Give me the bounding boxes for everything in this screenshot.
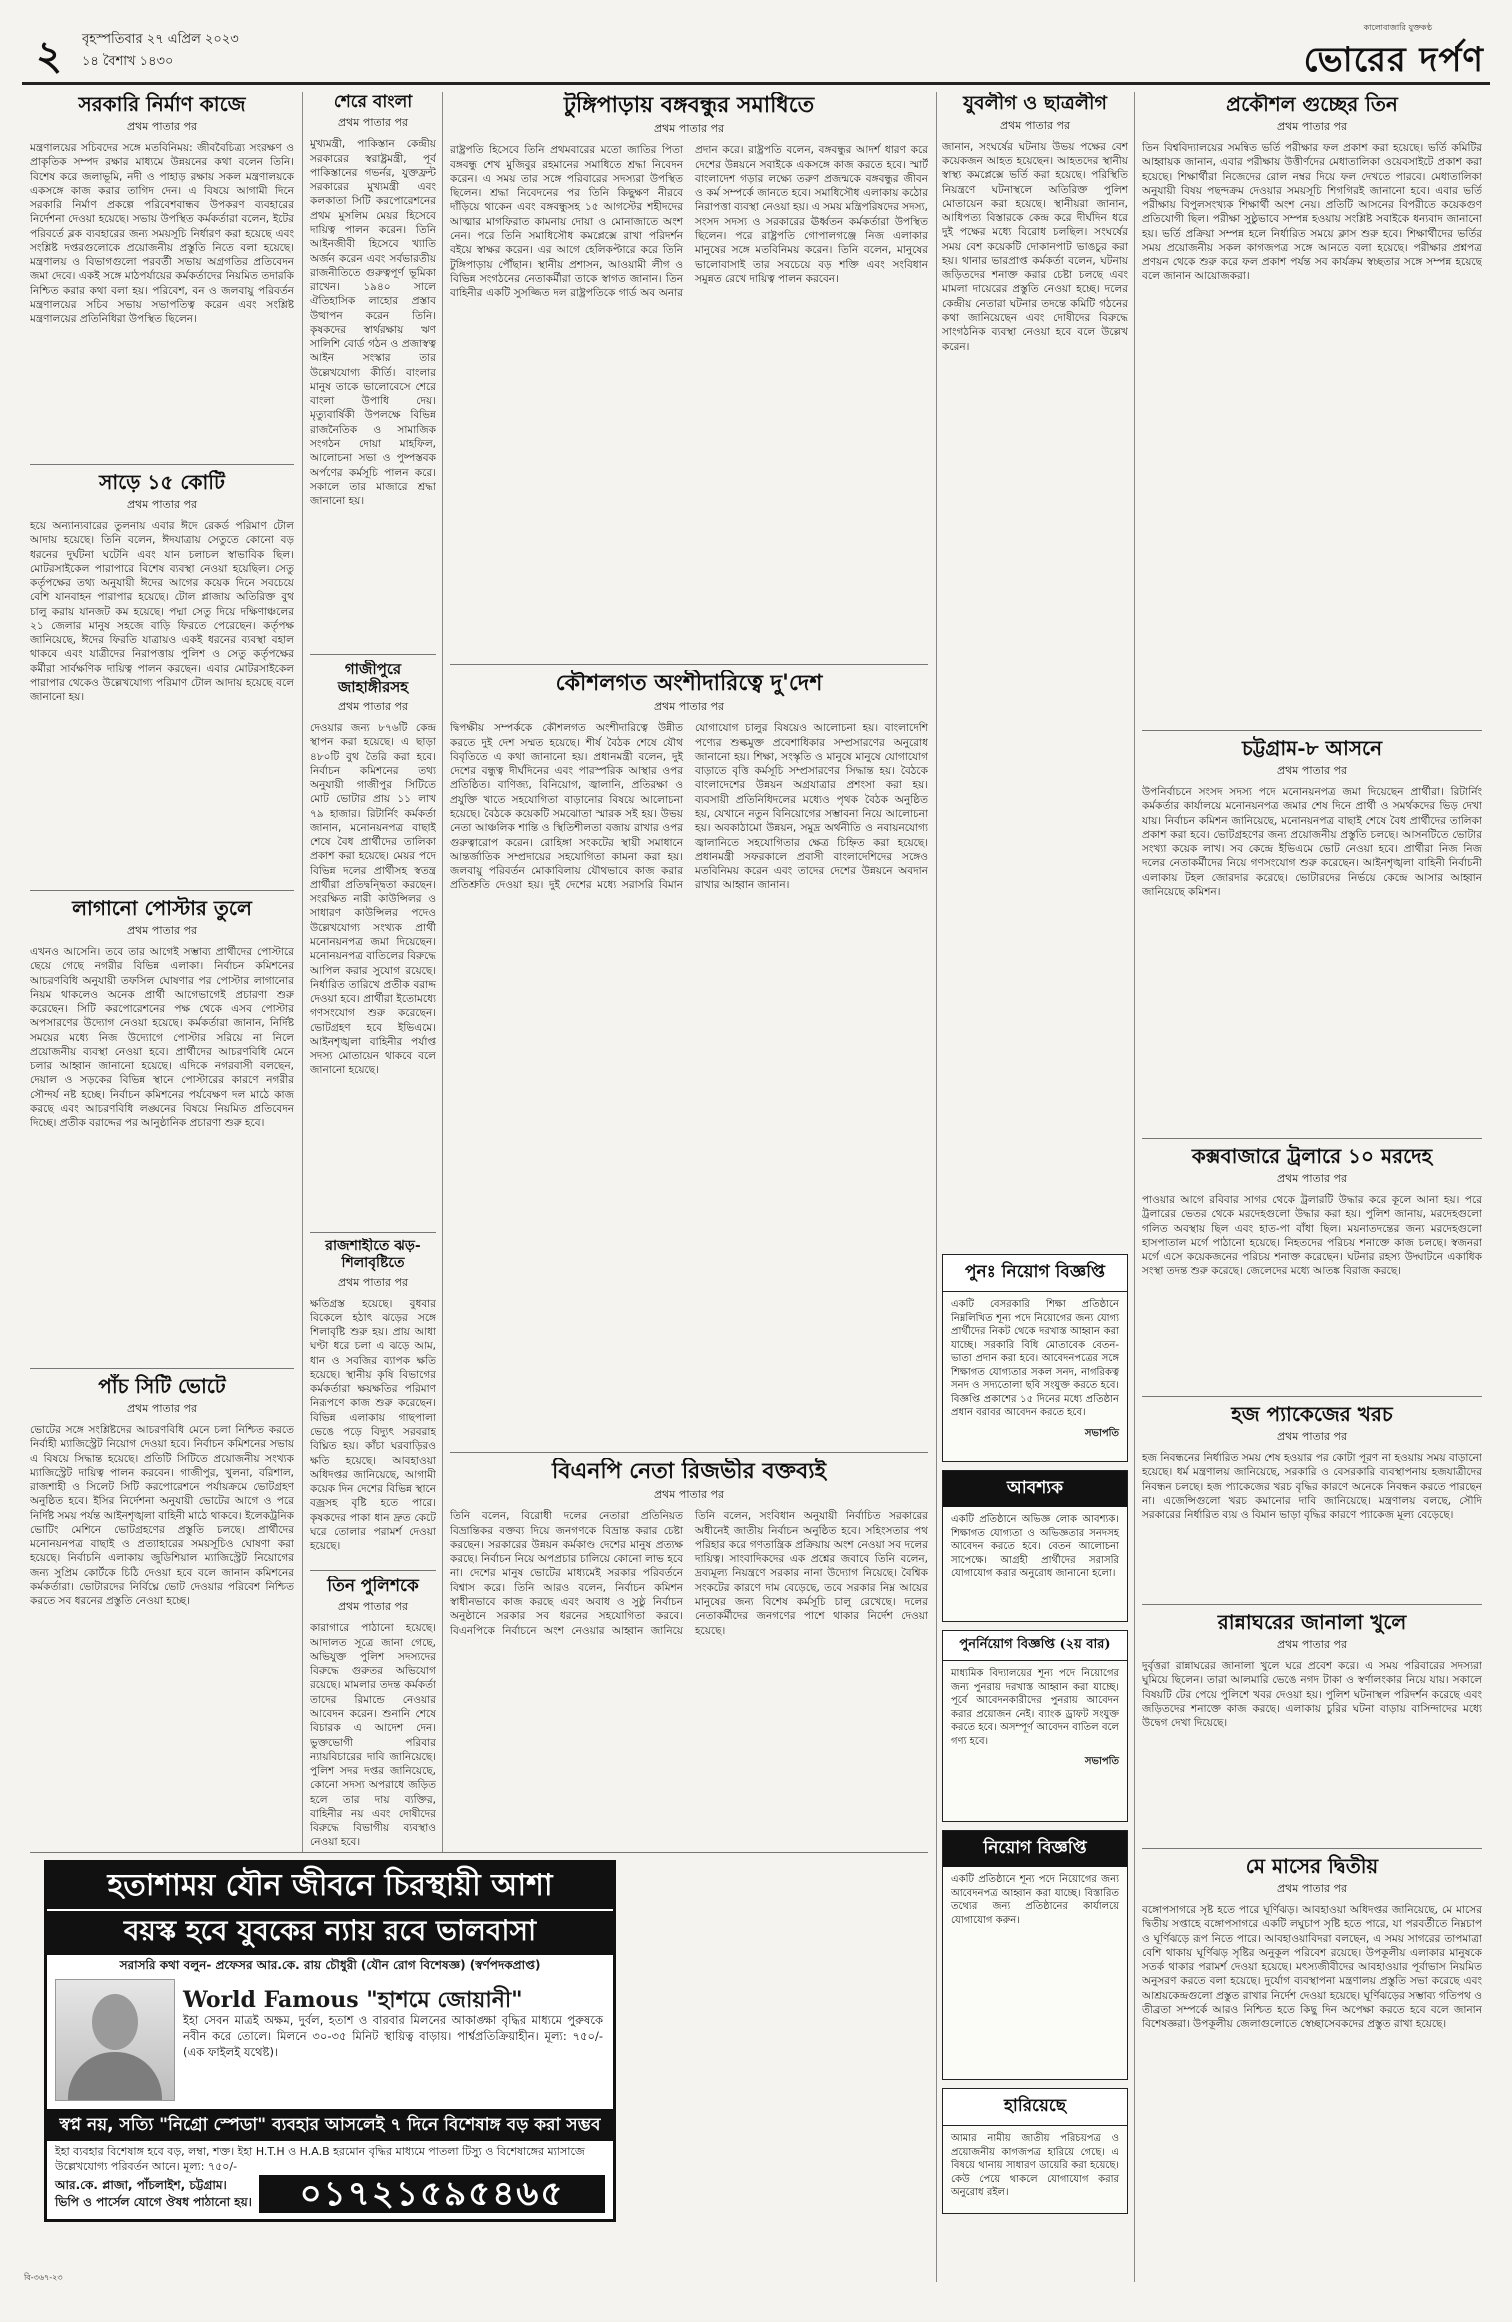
headline: গাজীপুরে জাহাঙ্গীরসহ [337,660,409,696]
story-body: রাষ্ট্রপতি হিসেবে তিনি প্রথমবারের মতো জাতির পিতা বঙ্গবন্ধু শেখ মুজিবুর রহমানের সমাধিতে শ্রদ্ধা নিবেদন করেন। এ সময় তার সঙ্গে পরিবারের সদস্যরা উপস্থিত ছিলেন। শ্রদ্ধা নিবেদনের পর তিনি কিছুক্ষণ নীরবে দাঁড়িয়ে থাকেন এবং বঙ্গবন্ধুসহ ১৫ আগস্টের শহীদদের আত্মার মাগফিরাত কামনায় দোয়া ও মোনাজাতে অংশ নেন। পরে তিনি সমাধিসৌধ কমপ্লেক্সে রাখা পরিদর্শন বইয়ে স্বাক্ষর করেন। এর আগে হেলিকপ্টারে করে তিনি টুঙ্গিপাড়ায় পৌঁছান। স্থানীয় প্রশাসন, আওয়ামী লীগ ও বিভিন্ন সংগঠনের নেতাকর্মীরা তাকে স্বাগত জানান। তিন বাহিনীর একটি সুসজ্জিত দল রাষ্ট্রপতিকে গার্ড অব অনার প্রদান করে। রাষ্ট্রপতি বলেন, বঙ্গবন্ধুর আদর্শ ধারণ করে দেশের উন্নয়নে সবাইকে একসঙ্গে কাজ করতে হবে। স্মার্ট বাংলাদেশ গড়ার লক্ষ্যে তরুণ প্রজন্মকে বঙ্গবন্ধুর জীবন ও কর্ম সম্পর্কে জানতে হবে। সমাধিসৌধ এলাকায় কঠোর নিরাপত্তা ব্যবস্থা নেওয়া হয়। এ সময় মন্ত্রিপরিষদের সদস্য, সংসদ সদস্য ও সরকারের ঊর্ধ্বতন কর্মকর্তারা উপস্থিত ছিলেন। পরে রাষ্ট্রপতি গোপালগঞ্জে নিজ এলাকার মানুষের সঙ্গে মতবিনিময় করেন। তিনি বলেন, মানুষের ভালোবাসাই তার সবচেয়ে বড় শক্তি এবং সংবিধান সমুন্নত রেখে দায়িত্ব পালন করবেন। [450,144,928,300]
column-divider [442,92,443,1852]
notice-lost [942,2088,1128,2214]
story-body: ভোটের সঙ্গে সংশ্লিষ্টদের আচরণবিধি মেনে চলা নিশ্চিত করতে নির্বাহী ম্যাজিস্ট্রেট নিয়োগ দেওয়া হবে। নির্বাচন কমিশনের সভায় এ বিষয়ে সিদ্ধান্ত হয়েছে। প্রতিটি সিটিতে প্রয়োজনীয় সংখ্যক ম্যাজিস্ট্রেট দায়িত্ব পালন করবেন। গাজীপুর, খুলনা, বরিশাল, রাজশাহী ও সিলেট সিটি করপোরেশনে পর্যায়ক্রমে ভোটগ্রহণ অনুষ্ঠিত হবে। ইসির নির্দেশনা অনুযায়ী ভোটের আগে ও পরে নির্দিষ্ট সময় পর্যন্ত আইনশৃঙ্খলা বাহিনী মাঠে থাকবে। ইলেকট্রনিক ভোটিং মেশিনে ভোটগ্রহণের প্রস্তুতি চলছে। প্রার্থীদের মনোনয়নপত্র বাছাই ও প্রত্যাহারের সময়সূচিও ঘোষণা করা হয়েছে। নির্বাচনি এলাকায় জুডিশিয়াল ম্যাজিস্ট্রেট নিয়োগের জন্য সুপ্রিম কোর্টকে চিঠি দেওয়া হবে বলে জানান কমিশনের কর্মকর্তারা। ভোটারদের নির্বিঘ্নে ভোট দেওয়ার পরিবেশ নিশ্চিত করতে সব ধরনের প্রস্তুতি নেওয়া হচ্ছে। [30,1424,294,1608]
story-jubo-chhatra-league [942,92,1128,792]
story-rajshahi-storm [310,1238,436,1568]
divider [310,1232,436,1233]
face-shape [92,1994,138,2050]
notice-title: হারিয়েছে [943,2089,1127,2126]
divider [30,1852,928,1853]
notice-title: নিয়োগ বিজ্ঞপ্তি [943,1831,1127,1867]
divider [30,464,294,465]
advertisement [44,1860,616,2222]
logo-tagline: কালোবাজারি যুক্তকণ্ঠ [1363,23,1432,32]
notice-title: পুনঃ নিয়োগ বিজ্ঞপ্তি [943,1255,1127,1292]
story-body: তিন বিশ্ববিদ্যালয়ের সমন্বিত ভর্তি পরীক্ষার ফল প্রকাশ করা হয়েছে। ভর্তি কমিটির আহ্বায়ক জানান, এবার পরীক্ষায় উত্তীর্ণদের মেধাতালিকা ওয়েবসাইটে প্রকাশ করা হয়েছে। শিক্ষার্থীরা নিজেদের রোল নম্বর দিয়ে ফল দেখতে পারবে। মেধাতালিকা অনুযায়ী বিষয় পছন্দক্রম দেওয়ার সময়সূচি শিগগিরই জানানো হবে। এবার ভর্তি পরীক্ষায় বিপুলসংখ্যক শিক্ষার্থী অংশ নেয়। প্রতিটি আসনের বিপরীতে কয়েকগুণ প্রতিযোগী ছিল। পরীক্ষা সুষ্ঠুভাবে সম্পন্ন হওয়ায় সংশ্লিষ্ট সবাইকে ধন্যবাদ জানানো হয়। ভর্তি প্রক্রিয়া সম্পন্ন হলে নির্ধারিত সময়ে ক্লাস শুরু হবে। শিক্ষার্থীদের ভর্তির সময় প্রয়োজনীয় সকল কাগজপত্র সঙ্গে আনতে বলা হয়েছে। পরীক্ষার প্রশ্নপত্র প্রণয়ন থেকে শুরু করে ফল প্রকাশ পর্যন্ত সব কার্যক্রম স্বচ্ছতার সঙ্গে সম্পন্ন হয়েছে বলে জানান আয়োজকরা। [1142,142,1482,283]
ad-footer-text: ইহা ব্যবহার বিশেষাঙ্গ হবে বড়, লম্বা, শক্ত। ইহা H.T.H ও H.A.B হরমোন বৃদ্ধির মাধ্যমে পাতলা টিস্যু ও বিশেষাঙ্গের ম্যাসাজে উল্লেখযোগ্য পরিবর্তন আনে। মূল্য: ৭৫০/- [55,2145,585,2173]
notice-body: একটি বেসরকারি শিক্ষা প্রতিষ্ঠানে নিম্নলিখিত শূন্য পদে নিয়োগের জন্য যোগ্য প্রার্থীদের নিকট থেকে দরখাস্ত আহ্বান করা যাচ্ছে। সরকারি বিধি মোতাবেক বেতন-ভাতা প্রদান করা হবে। আবেদনপত্রের সঙ্গে শিক্ষাগত যোগ্যতার সকল সনদ, নাগরিকত্ব সনদ ও সদ্যতোলা ছবি সংযুক্ত করতে হবে। বিজ্ঞপ্তি প্রকাশের ১৫ দিনের মধ্যে প্রতিষ্ঠান প্রধান বরাবর আবেদন করতে হবে। [951,1299,1119,1418]
print-code: বি-৩৬৭-২৩ [24,2273,63,2282]
continued-label: প্রথম পাতার পর [1276,1882,1348,1895]
notice-body: একটি প্রতিষ্ঠানে অভিজ্ঞ লোক আবশ্যক। শিক্ষাগত যোগ্যতা ও অভিজ্ঞতার সনদসহ আবেদন করতে হবে। বেতন আলোচনা সাপেক্ষে। আগ্রহী প্রার্থীদের সরাসরি যোগাযোগ করার অনুরোধ জানানো হলো। [951,1514,1119,1579]
story-government-construction [30,92,294,462]
story-kitchen-window [1142,1610,1482,1840]
continued-label: প্রথম পাতার পর [1276,1638,1348,1651]
continued-label: প্রথম পাতার পর [653,122,725,136]
date-line-gregorian: বৃহস্পতিবার ২৭ এপ্রিল ২০২৩ [82,32,239,47]
headline: হজ প্যাকেজের খরচ [1231,1402,1393,1426]
headline: রান্নাঘরের জানালা খুলে [1217,1610,1407,1634]
story-sher-e-bangla [310,92,436,652]
story-body: দুর্বৃত্তরা রান্নাঘরের জানালা খুলে ঘরে প্রবেশ করে। এ সময় পরিবারের সদস্যরা ঘুমিয়ে ছিলেন। তারা আলমারি ভেঙে নগদ টাকা ও স্বর্ণালংকার নিয়ে যায়। সকালে বিষয়টি টের পেয়ে পুলিশে খবর দেওয়া হয়। পুলিশ ঘটনাস্থল পরিদর্শন করেছে এবং জড়িতদের শনাক্তে কাজ করছে। এলাকায় চুরির ঘটনা বাড়ায় বাসিন্দাদের মধ্যে উদ্বেগ দেখা দিয়েছে। [1142,1660,1482,1730]
story-five-city-polls [30,1374,294,1848]
story-three-police [310,1576,436,1848]
headline: লাগানো পোস্টার তুলে [72,896,252,920]
story-strategic-partnership [450,670,928,1450]
continued-label: প্রথম পাতার পর [1276,1430,1348,1443]
continued-label: প্রথম পাতার পর [126,1402,198,1415]
divider [450,664,928,665]
notice-re-recruitment-2nd [942,1630,1128,1822]
notice-signature: সভাপতি [1084,1427,1119,1439]
headline: মে মাসের দ্বিতীয় [1245,1854,1379,1878]
continued-label: প্রথম পাতার পর [337,700,409,713]
headline: বিএনপি নেতা রিজভীর বক্তব্যই [551,1458,827,1484]
story-body: ক্ষতিগ্রস্ত হয়েছে। বুধবার বিকেলে হঠাৎ ঝড়ের সঙ্গে শিলাবৃষ্টি শুরু হয়। প্রায় আধা ঘণ্টা ধরে চলা এ ঝড়ে আম, ধান ও সবজির ব্যাপক ক্ষতি হয়েছে। স্থানীয় কৃষি বিভাগের কর্মকর্তারা ক্ষয়ক্ষতির পরিমাণ নিরূপণে কাজ শুরু করেছেন। বিভিন্ন এলাকায় গাছপালা ভেঙে পড়ে বিদ্যুৎ সরবরাহ বিঘ্নিত হয়। কাঁচা ঘরবাড়িরও ক্ষতি হয়েছে। আবহাওয়া অধিদপ্তর জানিয়েছে, আগামী কয়েক দিন দেশের বিভিন্ন স্থানে বজ্রসহ বৃষ্টি হতে পারে। কৃষকদের পাকা ধান দ্রুত কেটে ঘরে তোলার পরামর্শ দেওয়া হয়েছে। [310,1297,436,1553]
divider [1142,730,1482,731]
continued-label: প্রথম পাতার পর [1276,764,1348,777]
continued-label: প্রথম পাতার পর [1276,120,1348,133]
story-may-second-week [1142,1854,1482,2274]
ad-description: ইহা সেবন মাত্রই অক্ষম, দুর্বল, হতাশ ও বারবার মিলনের আকাঙ্ক্ষা বৃদ্ধির মাধ্যমে পুরুষকে নবীন করে তোলে। মিলনে ৩০-৩৫ মিনিট স্থায়িত্ব বাড়ায়। পার্শ্বপ্রতিক্রিয়াহীন। মূল্য: ৭৫০/- (এক ফাইলই যথেষ্ট)। [183,2013,603,2059]
story-body: জানান, সংঘর্ষের ঘটনায় উভয় পক্ষের বেশ কয়েকজন আহত হয়েছেন। আহতদের স্থানীয় স্বাস্থ্য কমপ্লেক্সে ভর্তি করা হয়েছে। পরিস্থিতি নিয়ন্ত্রণে ঘটনাস্থলে অতিরিক্ত পুলিশ মোতায়েন করা হয়েছে। স্থানীয়রা জানান, আধিপত্য বিস্তারকে কেন্দ্র করে দীর্ঘদিন ধরে দুই পক্ষের মধ্যে বিরোধ চলছিল। সংঘর্ষের সময় বেশ কয়েকটি দোকানপাট ভাঙচুর করা হয়। থানার ভারপ্রাপ্ত কর্মকর্তা বলেন, ঘটনায় জড়িতদের শনাক্ত করার চেষ্টা চলছে এবং মামলা দায়েরের প্রস্তুতি নেওয়া হচ্ছে। দলের কেন্দ্রীয় নেতারা ঘটনার তদন্তে কমিটি গঠনের কথা জানিয়েছেন এবং দোষীদের বিরুদ্ধে সাংগঠনিক ব্যবস্থা নেওয়া হবে বলে উল্লেখ করেন। [942,140,1128,353]
column-divider [1134,92,1135,2282]
story-posters [30,896,294,1366]
headline: চট্টগ্রাম-৮ আসনে [1241,736,1383,760]
divider [1142,1848,1482,1849]
divider [30,1368,294,1369]
story-chattogram-8 [1142,736,1482,1136]
notice-recruitment [942,1830,1128,2080]
story-tungipara [450,92,928,662]
continued-label: প্রথম পাতার পর [653,700,725,714]
story-body: এখনও আসেনি। তবে তার আগেই সম্ভাব্য প্রার্থীদের পোস্টারে ছেয়ে গেছে নগরীর বিভিন্ন এলাকা। নির্বাচন কমিশনের আচরণবিধি অনুযায়ী তফসিল ঘোষণার পর পোস্টার লাগানোর নিয়ম থাকলেও অনেক প্রার্থী আগেভাগেই প্রচারণা শুরু করেছেন। সিটি করপোরেশনের পক্ষ থেকে এসব পোস্টার অপসারণের উদ্যোগ নেওয়া হয়েছে। কর্মকর্তারা জানান, নির্দিষ্ট সময়ের মধ্যে নিজ উদ্যোগে পোস্টার সরিয়ে না নিলে প্রয়োজনীয় ব্যবস্থা নেওয়া হবে। প্রার্থীদের আচরণবিধি মেনে চলার আহ্বান জানানো হয়েছে। এদিকে নগরবাসী বলছেন, দেয়াল ও সড়কের বিভিন্ন স্থানে পোস্টারের কারণে নগরীর সৌন্দর্য নষ্ট হচ্ছে। নির্বাচন কমিশনের পর্যবেক্ষণ দল মাঠে কাজ করছে এবং আচরণবিধি লঙ্ঘনের বিষয়ে নিয়মিত প্রতিবেদন দিচ্ছে। প্রতীক বরাদ্দের পর আনুষ্ঠানিক প্রচারণা শুরু হবে। [30,946,294,1130]
ad-address-line: আর.কে. প্লাজা, পাঁচলাইশ, চট্টগ্রাম। [55,2178,227,2192]
headline: পাঁচ সিটি ভোটে [98,1374,226,1398]
continued-label: প্রথম পাতার পর [126,120,198,133]
story-body: হজ নিবন্ধনের নির্ধারিত সময় শেষ হওয়ার পর কোটা পূরণ না হওয়ায় সময় বাড়ানো হয়েছে। ধর্ম মন্ত্রণালয় জানিয়েছে, সরকারি ও বেসরকারি ব্যবস্থাপনায় হজযাত্রীদের নিবন্ধন চলছে। হজ প্যাকেজের খরচ বৃদ্ধির কারণে অনেকে নিবন্ধন করতে পারছেন না। এজেন্সিগুলো খরচ কমানোর দাবি জানিয়েছে। মন্ত্রণালয় বলছে, সৌদি সরকারের নির্ধারিত ব্যয় ও বিমান ভাড়া বৃদ্ধির কারণে প্যাকেজ মূল্য বেড়েছে। [1142,1452,1482,1522]
notice-title: আবশ্যক [943,1471,1127,1507]
ad-phone-number: ০১৭২১৫৯৫৪৬৫ [259,2175,605,2213]
divider [1142,1396,1482,1397]
ad-headline-1: হতাশাময় যৌন জীবনে চিরস্থায়ী আশা [47,1863,613,1909]
newspaper-page [22,18,1490,2304]
story-engineering-cluster [1142,92,1482,392]
notice-wanted [942,1470,1128,1622]
story-body: পাওয়ার আগে রবিবার সাগর থেকে ট্রলারটি উদ্ধার করে কূলে আনা হয়। পরে ট্রলারের ভেতর থেকে মরদেহগুলো উদ্ধার করা হয়। পুলিশ জানায়, মরদেহগুলো গলিত অবস্থায় ছিল এবং হাত-পা বাঁধা ছিল। ময়নাতদন্তের জন্য মরদেহগুলো হাসপাতাল মর্গে পাঠানো হয়েছে। নিহতদের পরিচয় শনাক্তে কাজ চলছে। স্বজনরা মর্গে এসে কয়েকজনের পরিচয় শনাক্ত করেছেন। ঘটনার রহস্য উদ্ঘাটনে একাধিক সংস্থা তদন্ত শুরু করেছে। জেলেদের মধ্যে আতঙ্ক বিরাজ করছে। [1142,1194,1482,1278]
notice-title: পুনর্নিয়োগ বিজ্ঞপ্তি (২য় বার) [943,1631,1127,1661]
story-body: তিনি বলেন, বিরোধী দলের নেতারা প্রতিনিয়ত বিভ্রান্তিকর বক্তব্য দিয়ে জনগণকে বিভ্রান্ত করার চেষ্টা করছেন। সরকারের উন্নয়ন কর্মকাণ্ড দেশের মানুষ প্রত্যক্ষ করছে। নির্বাচন নিয়ে অপপ্রচার চালিয়ে কোনো লাভ হবে না। দেশের মানুষ ভোটের মাধ্যমেই সরকার পরিবর্তনে বিশ্বাস করে। তিনি আরও বলেন, নির্বাচন কমিশন স্বাধীনভাবে কাজ করছে এবং অবাধ ও সুষ্ঠু নির্বাচন অনুষ্ঠানে সরকার সব ধরনের সহযোগিতা করবে। বিএনপিকে নির্বাচনে অংশ নেওয়ার আহ্বান জানিয়ে তিনি বলেন, সংবিধান অনুযায়ী নির্বাচিত সরকারের অধীনেই জাতীয় নির্বাচন অনুষ্ঠিত হবে। সহিংসতার পথ পরিহার করে গণতান্ত্রিক প্রক্রিয়ায় অংশ নেওয়া সব দলের দায়িত্ব। সাংবাদিকদের এক প্রশ্নের জবাবে তিনি বলেন, দ্রব্যমূল্য নিয়ন্ত্রণে সরকার নানা উদ্যোগ নিয়েছে। বৈশ্বিক সংকটের কারণে দাম বেড়েছে, তবে সরকার নিম্ন আয়ের মানুষের জন্য বিশেষ কর্মসূচি চালু রেখেছে। দলের নেতাকর্মীদের জনগণের পাশে থাকার নির্দেশ দেওয়া হয়েছে। [450,1510,928,1637]
headline: প্রকৌশল গুচ্ছের তিন [1226,92,1398,116]
continued-label: প্রথম পাতার পর [653,1488,725,1502]
column-divider [936,92,937,2282]
date-line-bangla: ১৪ বৈশাখ ১৪৩০ [82,54,174,69]
masthead [22,18,1490,85]
headline: সাড়ে ১৫ কোটি [99,470,225,494]
notice-body: মাধ্যমিক বিদ্যালয়ের শূন্য পদে নিয়োগের জন্য পুনরায় দরখাস্ত আহ্বান করা যাচ্ছে। পূর্বে আবেদনকারীদের পুনরায় আবেদন করার প্রয়োজন নেই। ব্যাংক ড্রাফট সংযুক্ত করতে হবে। অসম্পূর্ণ আবেদন বাতিল বলে গণ্য হবে। [951,1668,1119,1747]
divider [450,1452,928,1453]
ad-doctor-photo [55,1979,175,2101]
continued-label: প্রথম পাতার পর [999,118,1071,132]
headline: যুবলীগ ও ছাত্রলীগ [963,92,1107,114]
divider [310,1570,436,1571]
page-number: ২ [36,32,63,79]
story-body: হয়ে অন্যান্যবারের তুলনায় এবার ঈদে রেকর্ড পরিমাণ টোল আদায় হয়েছে। তিনি বলেন, ঈদযাত্রায় সেতুতে কোনো বড় ধরনের দুর্ঘটনা ঘটেনি এবং যান চলাচল স্বাভাবিক ছিল। মোটরসাইকেল পারাপারে বিশেষ ব্যবস্থা নেওয়া হয়েছিল। সেতু কর্তৃপক্ষের তথ্য অনুযায়ী ঈদের আগের কয়েক দিনে সবচেয়ে বেশি যানবাহন পারাপার হয়েছে। টোল প্লাজায় অতিরিক্ত বুথ চালু করায় যানজট কম হয়েছে। পদ্মা সেতু দিয়ে দক্ষিণাঞ্চলের ২১ জেলার মানুষ সহজে বাড়ি ফিরতে পেরেছেন। কর্তৃপক্ষ জানিয়েছে, ঈদের ফিরতি যাত্রায়ও একই ধরনের ব্যবস্থা বহাল থাকবে এবং যাত্রীদের নিরাপত্তায় পুলিশ ও সেতু কর্তৃপক্ষের কর্মীরা সার্বক্ষণিক দায়িত্ব পালন করছেন। এবার মোটরসাইকেল পারাপার থেকেও উল্লেখযোগ্য পরিমাণ টোল আদায় হয়েছে বলে জানানো হয়। [30,520,294,704]
notice-signature: সভাপতি [1084,1756,1119,1767]
story-body: দেওয়ার জন্য ৮৭৬টি কেন্দ্র স্থাপন করা হয়েছে। এ ছাড়া ৪৮০টি বুথ তৈরি করা হবে। নির্বাচন কমিশনের তথ্য অনুযায়ী গাজীপুর সিটিতে মোট ভোটার প্রায় ১১ লাখ ৭৯ হাজার। রিটার্নিং কর্মকর্তা জানান, মনোনয়নপত্র বাছাই শেষে বৈধ প্রার্থীদের তালিকা প্রকাশ করা হয়েছে। মেয়র পদে বিভিন্ন দলের প্রার্থীসহ স্বতন্ত্র প্রার্থীরা প্রতিদ্বন্দ্বিতা করছেন। সংরক্ষিত নারী কাউন্সিলর ও সাধারণ কাউন্সিলর পদেও উল্লেখযোগ্য সংখ্যক প্রার্থী মনোনয়নপত্র জমা দিয়েছেন। মনোনয়নপত্র বাতিলের বিরুদ্ধে আপিল করার সুযোগ রয়েছে। নির্ধারিত তারিখে প্রতীক বরাদ্দ দেওয়া হবে। প্রার্থীরা ইতোমধ্যে গণসংযোগ শুরু করেছেন। ভোটগ্রহণ হবে ইভিএমে। আইনশৃঙ্খলা বাহিনীর পর্যাপ্ত সদস্য মোতায়েন থাকবে বলে জানানো হয়েছে। [310,722,436,1077]
headline: তিন পুলিশকে [327,1576,419,1596]
newspaper-logo: ভোরের দর্পণ [1303,40,1484,80]
continued-label: প্রথম পাতার পর [126,924,198,937]
story-toll-collection [30,470,294,888]
headline: কক্সবাজারে ট্রলারে ১০ মরদেহ [1191,1144,1433,1168]
continued-label: প্রথম পাতার পর [337,116,409,130]
headline: শেরে বাংলা [333,92,413,112]
notice-body: আমার নামীয় জাতীয় পরিচয়পত্র ও প্রয়োজনীয় কাগজপত্র হারিয়ে গেছে। এ বিষয়ে থানায় সাধারণ ডায়েরি করা হয়েছে। কেউ পেয়ে থাকলে যোগাযোগ করার অনুরোধ রইল। [951,2133,1119,2198]
headline: কৌশলগত অংশীদারিত্বে দু'দেশ [555,670,823,696]
notice-re-recruitment [942,1254,1128,1462]
ad-headline-2: বয়স্ক হবে যুবকের ন্যায় রবে ভালবাসা [47,1909,613,1955]
story-body: বঙ্গোপসাগরে সৃষ্ট হতে পারে ঘূর্ণিঝড়। আবহাওয়া অধিদপ্তর জানিয়েছে, মে মাসের দ্বিতীয় সপ্তাহে বঙ্গোপসাগরে একটি লঘুচাপ সৃষ্টি হতে পারে, যা পরবর্তীতে নিম্নচাপ ও ঘূর্ণিঝড়ে রূপ নিতে পারে। আবহাওয়াবিদরা বলছেন, এ সময় সাগরের তাপমাত্রা বেশি থাকায় ঘূর্ণিঝড় সৃষ্টির অনুকূল পরিবেশ রয়েছে। উপকূলীয় এলাকার মানুষকে সতর্ক থাকার পরামর্শ দেওয়া হয়েছে। মৎস্যজীবীদের আবহাওয়ার পূর্বাভাস নিয়মিত অনুসরণ করতে বলা হয়েছে। দুর্যোগ ব্যবস্থাপনা মন্ত্রণালয় প্রস্তুতি সভা করেছে এবং আশ্রয়কেন্দ্রগুলো প্রস্তুত রাখার নির্দেশ দেওয়া হয়েছে। ঘূর্ণিঝড়ের সম্ভাব্য গতিপথ ও তীব্রতা সম্পর্কে আরও নিশ্চিত হতে কিছু দিন অপেক্ষা করতে হবে বলে জানান বিশেষজ্ঞরা। উপকূলীয় জেলাগুলোতে স্বেচ্ছাসেবকদের প্রস্তুত রাখা হয়েছে। [1142,1904,1482,2031]
story-body: মন্ত্রণালয়ের সচিবদের সঙ্গে মতবিনিময়: জীববৈচিত্র্য সংরক্ষণ ও প্রাকৃতিক সম্পদ রক্ষার মাধ্যমে উন্নয়নের কথা বলেন তিনি। বিশেষ করে জলাভূমি, নদী ও পাহাড় রক্ষায় সকল মন্ত্রণালয়কে একসঙ্গে কাজ করার তাগিদ দেন। এ বিষয়ে আগামী দিনে সরকারি নির্মাণ প্রকল্পে পরিবেশবান্ধব উপকরণ ব্যবহারের নির্দেশনা দেওয়া হয়েছে। সভায় উপস্থিত কর্মকর্তারা বলেন, ইটের পরিবর্তে ব্লক ব্যবহারের জন্য সময়সূচি নির্ধারণ করা হয়েছে এবং সংশ্লিষ্ট দপ্তরগুলোকে প্রয়োজনীয় প্রস্তুতি নিতে বলা হয়েছে। মন্ত্রণালয় ও বিভাগগুলো পরবর্তী সভায় অগ্রগতির প্রতিবেদন জমা দেবে। একই সঙ্গে মাঠপর্যায়ের কর্মকর্তাদের নিয়মিত তদারকি নিশ্চিত করার কথা বলা হয়। পরিবেশ, বন ও জলবায়ু পরিবর্তন মন্ত্রণালয়ের সচিব সভায় সভাপতিত্ব করেন এবং সংশ্লিষ্ট মন্ত্রণালয়ের প্রতিনিধিরা উপস্থিত ছিলেন। [30,142,294,326]
story-gazipur [310,660,436,1230]
ad-product-name: World Famous "হাশমে জোয়ানী" [183,1987,523,2013]
continued-label: প্রথম পাতার পর [1276,1172,1348,1185]
divider [310,654,436,655]
shoulders-shape [68,2052,162,2100]
divider [1142,1604,1482,1605]
ad-subline: সরাসরি কথা বলুন- প্রফেসর আর.কে. রায় চৌধুরী (যৌন রোগ বিশেষজ্ঞ) (স্বর্ণপদকপ্রাপ্ত) [119,1958,541,1972]
ad-address-line: ভিপি ও পার্সেল যোগে ঔষধ পাঠানো হয়। [55,2194,252,2209]
divider [1142,1138,1482,1139]
story-body: উপনির্বাচনে সংসদ সদস্য পদে মনোনয়নপত্র জমা দিয়েছেন প্রার্থীরা। রিটার্নিং কর্মকর্তার কার্যালয়ে মনোনয়নপত্র জমার শেষ দিনে প্রার্থী ও সমর্থকদের ভিড় দেখা যায়। নির্বাচন কমিশন জানিয়েছে, মনোনয়নপত্র বাছাই শেষে বৈধ প্রার্থীদের তালিকা প্রকাশ করা হবে। ভোটগ্রহণের জন্য প্রয়োজনীয় প্রস্তুতি চলছে। আসনটিতে ভোটার সংখ্যা কয়েক লাখ। সব কেন্দ্রে ইভিএমে ভোট নেওয়া হবে। প্রার্থীরা নিজ নিজ দলের নেতাকর্মীদের নিয়ে গণসংযোগ শুরু করেছেন। আইনশৃঙ্খলা বাহিনী নির্বাচনী এলাকায় টহল জোরদার করেছে। ভোটারদের নির্ভয়ে কেন্দ্রে আসার আহ্বান জানিয়েছে কমিশন। [1142,786,1482,898]
story-body: দ্বিপক্ষীয় সম্পর্ককে কৌশলগত অংশীদারিত্বে উন্নীত করতে দুই দেশ সম্মত হয়েছে। শীর্ষ বৈঠক শেষে যৌথ বিবৃতিতে এ কথা জানানো হয়। প্রধানমন্ত্রী বলেন, দুই দেশের বন্ধুত্ব দীর্ঘদিনের এবং পারস্পরিক আস্থার ওপর প্রতিষ্ঠিত। বাণিজ্য, বিনিয়োগ, জ্বালানি, প্রতিরক্ষা ও প্রযুক্তি খাতে সহযোগিতা বাড়ানোর বিষয়ে আলোচনা হয়েছে। বৈঠকে কয়েকটি সমঝোতা স্মারক সই হয়। উভয় নেতা আঞ্চলিক শান্তি ও স্থিতিশীলতা বজায় রাখার ওপর গুরুত্বারোপ করেন। রোহিঙ্গা সংকটের স্থায়ী সমাধানে আন্তর্জাতিক সম্প্রদায়ের সহযোগিতা কামনা করা হয়। জলবায়ু পরিবর্তন মোকাবিলায় যৌথভাবে কাজ করার প্রতিশ্রুতি দেওয়া হয়। দুই দেশের মধ্যে সরাসরি বিমান যোগাযোগ চালুর বিষয়েও আলোচনা হয়। বাংলাদেশি পণ্যের শুল্কমুক্ত প্রবেশাধিকার সম্প্রসারণের অনুরোধ জানানো হয়। শিক্ষা, সংস্কৃতি ও মানুষে মানুষে যোগাযোগ বাড়াতে বৃত্তি কর্মসূচি সম্প্রসারণের সিদ্ধান্ত হয়। বৈঠকে বাংলাদেশের উন্নয়ন অগ্রযাত্রার প্রশংসা করা হয়। ব্যবসায়ী প্রতিনিধিদলের মধ্যেও পৃথক বৈঠক অনুষ্ঠিত হয়, যেখানে নতুন বিনিয়োগের সম্ভাবনা নিয়ে আলোচনা হয়। অবকাঠামো উন্নয়ন, সমুদ্র অর্থনীতি ও নবায়নযোগ্য জ্বালানিতে সহযোগিতার ক্ষেত্র চিহ্নিত করা হয়েছে। প্রধানমন্ত্রী সফরকালে প্রবাসী বাংলাদেশিদের সঙ্গেও মতবিনিময় করেন এবং তাদের দেশের উন্নয়নে অবদান রাখার আহ্বান জানান। [450,722,928,892]
headline: রাজশাহীতে ঝড়-শিলাবৃষ্টিতে [325,1238,421,1271]
story-coxsbazar-trawler [1142,1144,1482,1314]
column-divider [302,92,303,1852]
story-rizvi-statement [450,1458,928,1848]
ad-address [55,2177,255,2211]
continued-label: প্রথম পাতার পর [126,498,198,511]
headline: সরকারি নির্মাণ কাজে [78,92,246,116]
story-body: মুখ্যমন্ত্রী, পাকিস্তান কেন্দ্রীয় সরকারের স্বরাষ্ট্রমন্ত্রী, পূর্ব পাকিস্তানের গভর্নর, যুক্তফ্রন্ট সরকারের মুখ্যমন্ত্রী এবং কলকাতা সিটি করপোরেশনের প্রথম মুসলিম মেয়র হিসেবে দায়িত্ব পালন করেন। তিনি আইনজীবী হিসেবে খ্যাতি অর্জন করেন এবং সর্বভারতীয় রাজনীতিতে গুরুত্বপূর্ণ ভূমিকা রাখেন। ১৯৪০ সালে ঐতিহাসিক লাহোর প্রস্তাব উত্থাপন করেন তিনি। কৃষকদের স্বার্থরক্ষায় ঋণ সালিশি বোর্ড গঠন ও প্রজাস্বত্ব আইন সংস্কার তার উল্লেখযোগ্য কীর্তি। বাংলার মানুষ তাকে ভালোবেসে শেরে বাংলা উপাধি দেয়। মৃত্যুবার্ষিকী উপলক্ষে বিভিন্ন রাজনৈতিক ও সামাজিক সংগঠন দোয়া মাহফিল, আলোচনা সভা ও পুষ্পস্তবক অর্পণের কর্মসূচি পালন করে। সকালে তার মাজারে শ্রদ্ধা জানানো হয়। [310,138,436,508]
ad-band: স্বপ্ন নয়, সত্যি "নিগ্রো স্পেডা" ব্যবহার আসলেই ৭ দিনে বিশেষাঙ্গ বড় করা সম্ভব [47,2109,613,2141]
continued-label: প্রথম পাতার পর [337,1275,409,1289]
story-body: কারাগারে পাঠানো হয়েছে। আদালত সূত্রে জানা গেছে, অভিযুক্ত পুলিশ সদস্যদের বিরুদ্ধে গুরুতর অভিযোগ রয়েছে। মামলার তদন্ত কর্মকর্তা তাদের রিমান্ডে নেওয়ার আবেদন করেন। শুনানি শেষে বিচারক এ আদেশ দেন। ভুক্তভোগী পরিবার ন্যায়বিচারের দাবি জানিয়েছে। পুলিশ সদর দপ্তর জানিয়েছে, কোনো সদস্য অপরাধে জড়িত হলে তার দায় ব্যক্তির, বাহিনীর নয় এবং দোষীদের বিরুদ্ধে বিভাগীয় ব্যবস্থাও নেওয়া হবে। [310,1622,436,1848]
continued-label: প্রথম পাতার পর [337,1600,409,1614]
divider [30,890,294,891]
notice-body: একটি প্রতিষ্ঠানে শূন্য পদে নিয়োগের জন্য আবেদনপত্র আহ্বান করা যাচ্ছে। বিস্তারিত তথ্যের জন্য প্রতিষ্ঠানের কার্যালয়ে যোগাযোগ করুন। [951,1874,1119,1926]
story-hajj-package [1142,1402,1482,1602]
headline: টুঙ্গিপাড়ায় বঙ্গবন্ধুর সমাধিতে [563,92,815,118]
